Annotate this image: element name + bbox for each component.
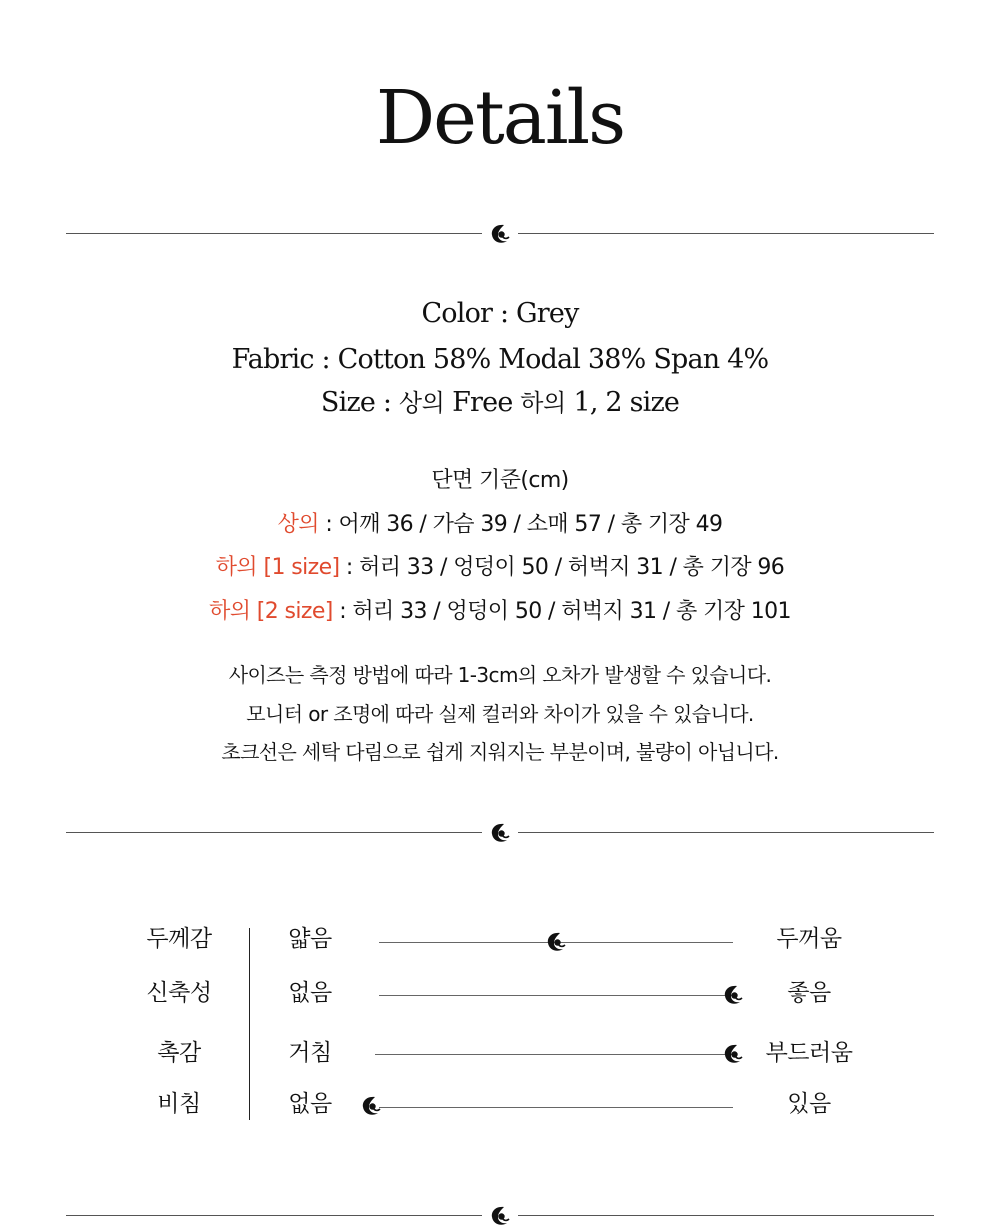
attr-thickness-label: 두께감 xyxy=(146,926,212,952)
color-label: Color xyxy=(421,298,493,329)
attr-stretch-track xyxy=(379,995,733,996)
attr-texture-marker-icon xyxy=(723,1042,743,1066)
measure-bottom1-label: 하의 [1 size] xyxy=(215,555,340,580)
measure-bottom2-label: 하의 [2 size] xyxy=(209,599,333,624)
attr-texture-max: 부드러움 xyxy=(765,1040,853,1066)
fabric-value: Cotton 58% Modal 38% Span 4% xyxy=(337,344,769,375)
note-2: 모니터 or 조명에 따라 실제 컬러와 차이가 있을 수 있습니다. xyxy=(246,702,754,726)
attr-thickness-min: 얇음 xyxy=(288,926,332,952)
attr-thickness-marker-icon xyxy=(546,930,566,954)
fabric-label: Fabric xyxy=(231,344,314,375)
attr-texture-min: 거침 xyxy=(288,1040,332,1066)
attr-texture-track xyxy=(375,1054,733,1055)
attr-stretch-marker-icon xyxy=(723,983,743,1007)
color-value: Grey xyxy=(516,298,579,329)
attr-thickness-max: 두꺼움 xyxy=(776,926,842,952)
attr-stretch-max: 좋음 xyxy=(787,980,831,1006)
attr-sheer-label: 비침 xyxy=(157,1091,201,1117)
attr-texture-label: 촉감 xyxy=(157,1040,201,1066)
attr-stretch-min: 없음 xyxy=(288,980,332,1006)
size-label: Size xyxy=(320,387,376,418)
fabric-spec: Fabric : Cotton 58% Modal 38% Span 4% xyxy=(231,344,769,375)
note-3: 초크선은 세탁 다림으로 쉽게 지워지는 부분이며, 불량이 아닙니다. xyxy=(221,740,779,764)
attr-sheer-min: 없음 xyxy=(288,1091,332,1117)
measure-basis: 단면 기준(cm) xyxy=(431,468,569,493)
color-spec: Color : Grey xyxy=(421,298,579,329)
attr-sheer-track xyxy=(379,1107,733,1108)
attribute-divider xyxy=(249,928,250,1120)
size-top-value: Free xyxy=(452,387,513,418)
measure-bottom-2 xyxy=(0,595,1000,629)
divider-top xyxy=(66,222,934,246)
attr-stretch-label: 신축성 xyxy=(146,980,212,1006)
attr-sheer-marker-icon xyxy=(361,1094,381,1118)
note-1: 사이즈는 측정 방법에 따라 1-3cm의 오차가 발생할 수 있습니다. xyxy=(228,663,772,687)
size-bottom-value: 1, 2 size xyxy=(573,387,680,418)
divider-bottom xyxy=(66,1204,934,1228)
swirl-ornament-icon xyxy=(490,222,510,246)
swirl-ornament-icon xyxy=(490,1204,510,1228)
measure-bottom2-value: : 허리 33 / 엉덩이 50 / 허벅지 31 / 총 기장 101 xyxy=(332,599,791,624)
swirl-ornament-icon xyxy=(490,821,510,845)
size-bottom-label: 하의 xyxy=(520,389,566,417)
measure-bottom1-value: : 허리 33 / 엉덩이 50 / 허벅지 31 / 총 기장 96 xyxy=(339,555,785,580)
measure-bottom-1 xyxy=(0,551,1000,585)
page-title: Details xyxy=(375,75,625,161)
size-top-label: 상의 xyxy=(398,389,445,417)
divider-middle xyxy=(66,821,934,845)
attr-sheer-max: 있음 xyxy=(787,1091,831,1117)
measure-top xyxy=(0,508,1000,542)
size-spec: Size : 상의 Free 하의 1, 2 size xyxy=(320,387,680,418)
measure-top-value: : 어깨 36 / 가슴 39 / 소매 57 / 총 기장 49 xyxy=(318,512,723,537)
measure-top-label: 상의 xyxy=(277,512,319,537)
